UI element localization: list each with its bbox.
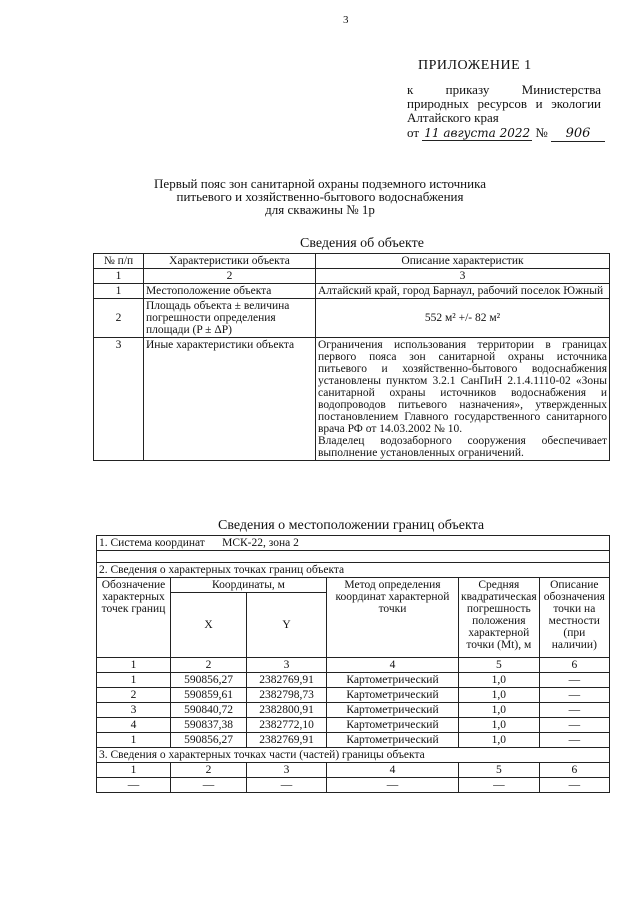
point-id: 2 bbox=[97, 688, 171, 703]
row-number: 2 bbox=[94, 299, 144, 338]
row-number: 1 bbox=[94, 284, 144, 299]
header-method: Метод определения координат характерной точки bbox=[327, 578, 459, 658]
point-y: 2382769,91 bbox=[247, 673, 327, 688]
point-id: 1 bbox=[97, 733, 171, 748]
header-description: Описание характеристик bbox=[316, 254, 610, 269]
part-section-label: 3. Сведения о характерных точках части (частей) границы объекта bbox=[97, 748, 610, 763]
number-label: № bbox=[535, 125, 548, 140]
title-line-3: для скважины № 1р bbox=[265, 202, 375, 217]
object-info-heading: Сведения об объекте bbox=[300, 236, 424, 251]
header-y: Y bbox=[247, 593, 327, 658]
boundaries-table bbox=[96, 535, 610, 793]
table-row bbox=[97, 688, 610, 703]
col-number: 6 bbox=[539, 658, 609, 673]
coordinate-system-label: 1. Система координат bbox=[99, 537, 205, 549]
table-row bbox=[94, 338, 610, 461]
col-number: 1 bbox=[97, 658, 171, 673]
empty-cell: — bbox=[459, 778, 540, 793]
point-description: — bbox=[539, 718, 609, 733]
point-id: 3 bbox=[97, 703, 171, 718]
point-method: Картометрический bbox=[327, 673, 459, 688]
empty-cell: — bbox=[247, 778, 327, 793]
table-row bbox=[94, 299, 610, 338]
row-number: 3 bbox=[94, 338, 144, 461]
header-number: № п/п bbox=[94, 254, 144, 269]
empty-cell: — bbox=[171, 778, 247, 793]
page-number: 3 bbox=[343, 14, 349, 26]
point-accuracy: 1,0 bbox=[459, 688, 540, 703]
point-method: Картометрический bbox=[327, 733, 459, 748]
col-number: 2 bbox=[171, 763, 247, 778]
header-accuracy: Средняя квадратическая погрешность положения характерной точки (Mt), м bbox=[459, 578, 540, 658]
col-number: 2 bbox=[144, 269, 316, 284]
restrictions-text: Ограничения использования территории в границах первого пояса зон санитарной охраны источника питьевого и хозяйственно-бытового водоснабжения установлены пунктом 3.2.1 СанПиН 2.1.4.1110-02 «Зоны санитарной охраны источников водоснабжения и водопроводов питьевого назначения», утвержденных постановлением Главного государственного санитарного врача РФ от 14.03.2002 № 10. bbox=[318, 339, 607, 435]
appendix-date-line bbox=[407, 126, 607, 142]
point-y: 2382769,91 bbox=[247, 733, 327, 748]
point-x: 590856,27 bbox=[171, 733, 247, 748]
appendix-order-reference: к приказу Министерства природных ресурсов и экологии Алтайского края bbox=[407, 82, 601, 125]
table-row bbox=[94, 284, 610, 299]
point-method: Картометрический bbox=[327, 703, 459, 718]
owner-obligation-text: Владелец водозаборного сооружения обеспечивает выполнение установленных ограничений. bbox=[318, 435, 607, 459]
point-description: — bbox=[539, 688, 609, 703]
points-section-label: 2. Сведения о характерных точках границ объекта bbox=[97, 563, 610, 578]
row-description bbox=[316, 338, 610, 461]
document-title bbox=[150, 177, 490, 216]
row-name: Иные характеристики объекта bbox=[144, 338, 316, 461]
empty-cell: — bbox=[97, 778, 171, 793]
boundaries-heading: Сведения о местоположении границ объекта bbox=[218, 518, 485, 533]
table-row bbox=[97, 703, 610, 718]
handwritten-number: 906 bbox=[551, 127, 605, 142]
row-description: Алтайский край, город Барнаул, рабочий поселок Южный bbox=[316, 284, 610, 299]
point-accuracy: 1,0 bbox=[459, 733, 540, 748]
col-number: 5 bbox=[459, 658, 540, 673]
col-number: 2 bbox=[171, 658, 247, 673]
point-id: 1 bbox=[97, 673, 171, 688]
header-characteristics: Характеристики объекта bbox=[144, 254, 316, 269]
header-point-description: Описание обозначения точки на местности (при наличии) bbox=[539, 578, 609, 658]
empty-cell: — bbox=[327, 778, 459, 793]
table-row bbox=[97, 673, 610, 688]
point-description: — bbox=[539, 733, 609, 748]
table-row bbox=[97, 778, 610, 793]
header-x: X bbox=[171, 593, 247, 658]
col-number: 3 bbox=[247, 658, 327, 673]
point-y: 2382800,91 bbox=[247, 703, 327, 718]
col-number: 5 bbox=[459, 763, 540, 778]
table-row bbox=[97, 733, 610, 748]
point-id: 4 bbox=[97, 718, 171, 733]
col-number: 3 bbox=[316, 269, 610, 284]
point-description: — bbox=[539, 703, 609, 718]
handwritten-date: 11 августа 2022 bbox=[424, 126, 531, 140]
point-x: 590859,61 bbox=[171, 688, 247, 703]
col-number: 6 bbox=[539, 763, 609, 778]
title-line-1: Первый пояс зон санитарной охраны подземного источника bbox=[154, 176, 486, 191]
appendix-title: ПРИЛОЖЕНИЕ 1 bbox=[418, 58, 532, 73]
point-method: Картометрический bbox=[327, 688, 459, 703]
point-y: 2382798,73 bbox=[247, 688, 327, 703]
spacer-row bbox=[97, 551, 610, 563]
coordinate-system-row bbox=[97, 536, 610, 551]
from-label: от bbox=[407, 125, 420, 140]
col-number: 3 bbox=[247, 763, 327, 778]
col-number: 4 bbox=[327, 658, 459, 673]
coordinate-system-value: МСК-22, зона 2 bbox=[222, 537, 299, 549]
header-coordinates: Координаты, м bbox=[171, 578, 327, 593]
col-number: 1 bbox=[97, 763, 171, 778]
point-accuracy: 1,0 bbox=[459, 718, 540, 733]
title-line-2: питьевого и хозяйственно-бытового водоснабжения bbox=[176, 189, 464, 204]
empty-cell: — bbox=[539, 778, 609, 793]
point-x: 590856,27 bbox=[171, 673, 247, 688]
row-name: Местоположение объекта bbox=[144, 284, 316, 299]
point-x: 590840,72 bbox=[171, 703, 247, 718]
point-accuracy: 1,0 bbox=[459, 673, 540, 688]
row-name: Площадь объекта ± величина погрешности определения площади (P ± ΔP) bbox=[144, 299, 316, 338]
point-x: 590837,38 bbox=[171, 718, 247, 733]
col-number: 1 bbox=[94, 269, 144, 284]
point-method: Картометрический bbox=[327, 718, 459, 733]
col-number: 4 bbox=[327, 763, 459, 778]
header-designation: Обозначение характерных точек границ bbox=[97, 578, 171, 658]
table-row bbox=[97, 718, 610, 733]
row-description: 552 м² +/- 82 м² bbox=[316, 299, 610, 338]
point-y: 2382772,10 bbox=[247, 718, 327, 733]
object-info-table bbox=[93, 253, 610, 461]
point-description: — bbox=[539, 673, 609, 688]
point-accuracy: 1,0 bbox=[459, 703, 540, 718]
